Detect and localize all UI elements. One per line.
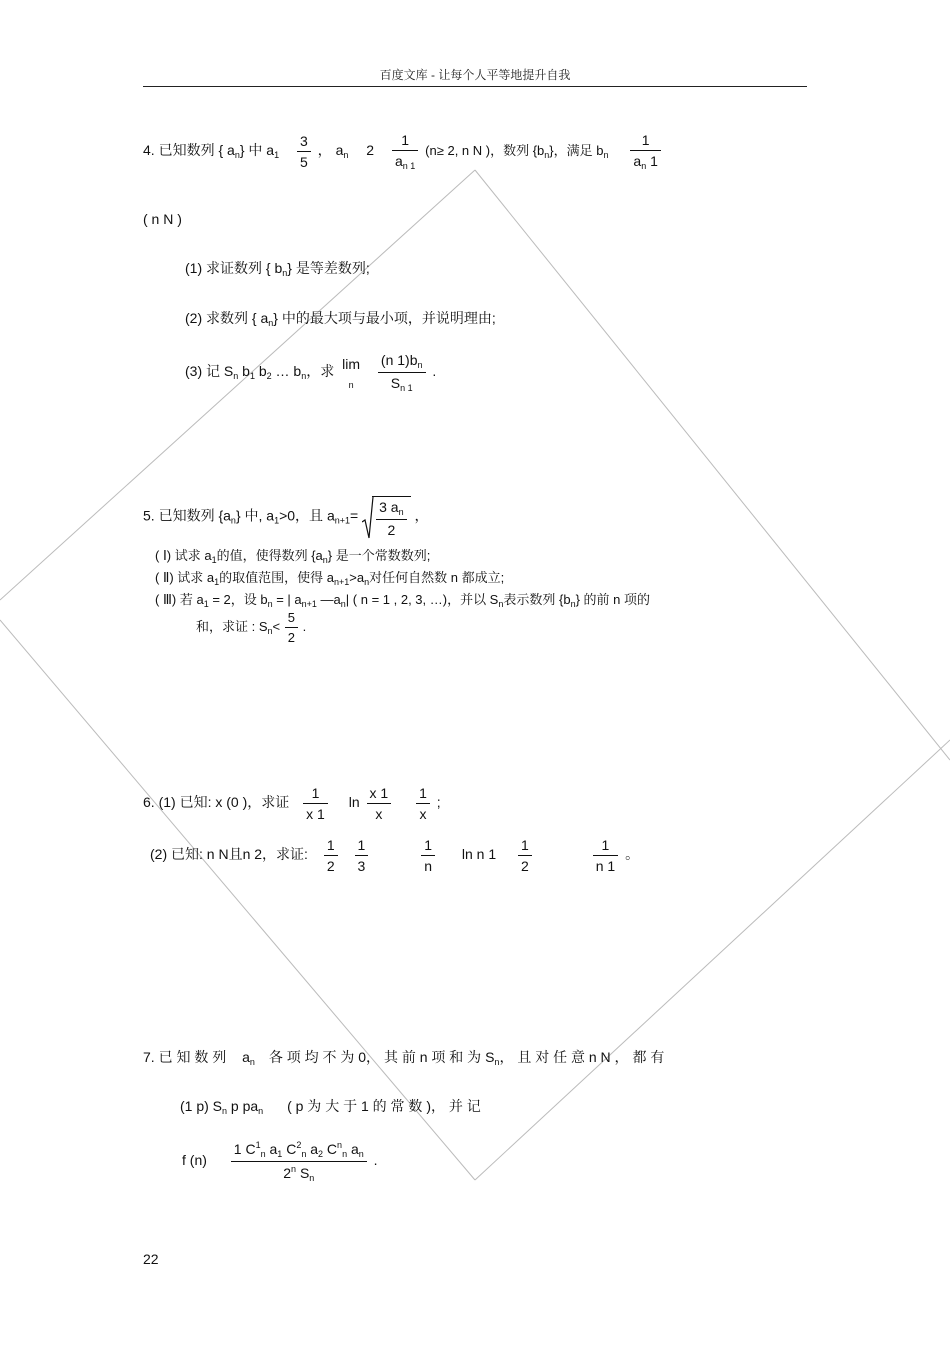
sub: n xyxy=(340,599,346,609)
text: . xyxy=(432,363,437,380)
sub: n xyxy=(398,507,404,517)
text: 对任何自然数 n 都成立; xyxy=(369,570,505,585)
sup: 2 xyxy=(296,1140,302,1150)
text: } 是一个常数数列; xyxy=(327,548,431,563)
fraction-limit xyxy=(378,352,426,393)
text: } 中, a xyxy=(235,507,275,524)
fraction-1-n1 xyxy=(593,837,618,874)
fraction-5-2 xyxy=(285,610,298,645)
num: 1 xyxy=(421,837,435,856)
text: 各 项 均 不 为 0， 其 前 n 项 和 为 S xyxy=(268,1049,495,1065)
text: 7. 已 知 数 列 xyxy=(143,1049,227,1065)
problem-4-q3: (3) 记 $S_n$ $b_1$ $b_2$ … $b_n$，求 lim $_n$ $\frac{(n 1)b_n}{S_{n 1}}$ . xyxy=(185,352,437,393)
text: 4. 已知数列 { a xyxy=(143,142,235,159)
num: a xyxy=(347,1141,359,1157)
sub: 1 xyxy=(249,371,255,382)
text: | ( n = 1 , 2, 3, …)，并以 S xyxy=(345,592,499,607)
sub: n xyxy=(301,371,307,382)
problem-7-line-2 xyxy=(180,1096,481,1116)
text: 5. 已知数列 {a xyxy=(143,507,231,524)
text: 和，求证 : S xyxy=(196,618,268,634)
sub: n 1 xyxy=(402,161,416,171)
text: }，满足 b xyxy=(549,143,604,159)
sub: n xyxy=(258,1106,264,1116)
text: < xyxy=(272,618,281,634)
text: = 2，设 b xyxy=(208,592,268,607)
sub: n xyxy=(309,1173,315,1183)
fraction-1-an-1 xyxy=(392,132,418,171)
sup: 1 xyxy=(255,1140,261,1150)
sub: 1 xyxy=(274,515,280,526)
text: ln xyxy=(348,794,360,811)
text: } 中 a xyxy=(239,142,275,159)
fraction-1-2 xyxy=(324,837,338,874)
page-header: 百度文库 - 让每个人平等地提升自我 xyxy=(379,68,571,82)
sub: 1 xyxy=(277,1149,283,1159)
text: (n≥ 2, n N )，数列 {b xyxy=(425,143,545,159)
fraction-x1-x xyxy=(367,785,392,822)
sub: n xyxy=(641,161,647,171)
sub: n xyxy=(364,577,370,587)
sub: n xyxy=(234,150,240,161)
problem-6-line-1 xyxy=(143,785,441,822)
sub: n xyxy=(498,599,504,609)
text: (1 p) S xyxy=(180,1098,223,1114)
text: 6. (1) 已知: x (0 )，求证 xyxy=(143,794,290,811)
text: 的值，使得数列 {a xyxy=(216,548,323,563)
text: b xyxy=(254,363,267,380)
den: 5 xyxy=(299,154,308,170)
text: a xyxy=(242,1049,250,1065)
sup: n xyxy=(291,1164,297,1174)
den: 2 xyxy=(521,858,529,874)
text: ， 且 对 任 意 n N ， 都 有 xyxy=(499,1049,665,1065)
sub: 1 xyxy=(211,555,217,565)
sub: n+1 xyxy=(301,599,317,609)
num: 3 a xyxy=(379,499,399,515)
den: 2 xyxy=(283,1165,292,1181)
text: … b xyxy=(271,363,302,380)
problem-4-q1 xyxy=(185,258,370,278)
fraction-1-n xyxy=(421,837,435,874)
sub: n xyxy=(222,1106,228,1116)
fraction-bn xyxy=(630,132,661,171)
text: 表示数列 {b xyxy=(503,592,571,607)
sub: n xyxy=(342,1149,348,1159)
text: } 的前 n 项的 xyxy=(575,592,650,607)
sub: n xyxy=(343,150,349,161)
sub: n xyxy=(603,150,609,161)
den: x 1 xyxy=(306,806,325,822)
sub: 1 xyxy=(274,150,280,161)
text: f (n) xyxy=(182,1152,207,1169)
sub: n xyxy=(233,371,239,382)
text: = | a xyxy=(272,592,302,607)
num: 1 xyxy=(416,785,430,804)
text: } 中的最大项与最小项，并说明理由; xyxy=(273,310,496,326)
sub: n xyxy=(417,360,423,370)
fraction-fn: $\frac{1 C^1_n a_1 C^2_n a_2 C^n_n a_n}{2^n S_n}$ xyxy=(231,1140,367,1183)
problem-4-q2 xyxy=(185,308,496,328)
text: = xyxy=(350,507,359,524)
problem-4-line-1 xyxy=(143,132,664,171)
num: 1 xyxy=(392,132,418,151)
text: . xyxy=(302,618,307,634)
problem-4-line-2: ( n N ) xyxy=(143,211,182,227)
sup: n xyxy=(337,1140,343,1150)
problem-5-ii xyxy=(155,567,504,587)
num: 1 xyxy=(324,837,338,856)
den: x xyxy=(419,806,427,822)
num: 1 xyxy=(518,837,532,856)
text: 的取值范围，使得 a xyxy=(219,570,334,585)
text: ( p 为 大 于 1 的 常 数 )， 并 记 xyxy=(287,1098,481,1114)
problem-7-line-3 xyxy=(182,1140,378,1183)
fraction-1-x xyxy=(416,785,430,822)
num: 1 xyxy=(630,132,661,151)
fraction-1-2b xyxy=(518,837,532,874)
den: n xyxy=(424,858,432,874)
text: lim xyxy=(342,355,361,372)
num: x 1 xyxy=(367,785,392,804)
num: 1 xyxy=(303,785,328,804)
text: . xyxy=(373,1152,378,1169)
fraction-3-5 xyxy=(297,133,311,170)
den: 3 xyxy=(357,858,366,874)
text: ， xyxy=(414,507,429,524)
sub: n xyxy=(267,625,273,636)
text: p pa xyxy=(227,1098,259,1114)
num: C xyxy=(323,1141,338,1157)
text: (3) 记 S xyxy=(185,363,234,380)
page-number: 22 xyxy=(143,1251,159,1267)
fraction-1-3 xyxy=(355,837,369,874)
problem-5-line-1 xyxy=(143,496,428,538)
den: S xyxy=(390,375,401,391)
fraction-1-x1 xyxy=(303,785,328,822)
radical-sign-icon xyxy=(362,496,374,540)
sub: n+1 xyxy=(333,577,350,587)
sub: n+1 xyxy=(334,515,351,526)
text: ， xyxy=(317,142,332,159)
sub: n xyxy=(301,1149,307,1159)
text: (1) 求证数列 { b xyxy=(185,260,283,276)
num: C xyxy=(282,1141,297,1157)
square-root xyxy=(362,496,410,538)
den: x xyxy=(375,806,383,822)
text: —a xyxy=(316,592,341,607)
num: 5 xyxy=(285,610,298,628)
problem-7-line-1 xyxy=(143,1047,664,1067)
text: ; xyxy=(436,794,441,811)
text: (2) 求数列 { a xyxy=(185,310,269,326)
sub: n xyxy=(544,150,550,161)
sub: n xyxy=(267,599,273,609)
sub: n 1 xyxy=(400,383,413,393)
sub: n xyxy=(570,599,576,609)
sub: n xyxy=(494,1057,500,1067)
problem-6-line-2 xyxy=(150,837,639,874)
num: 1 xyxy=(593,837,618,856)
num: a xyxy=(306,1141,319,1157)
num: (n 1)b xyxy=(380,352,418,368)
sub: n xyxy=(358,1149,364,1159)
num: 3 xyxy=(297,133,311,152)
text: } 是等差数列; xyxy=(287,260,370,276)
header-rule xyxy=(143,86,807,87)
sub: 1 xyxy=(203,599,209,609)
num: a xyxy=(265,1141,278,1157)
den: 2 xyxy=(387,522,396,538)
problem-5-iii xyxy=(155,589,650,609)
limit xyxy=(342,356,360,390)
text: ln n 1 xyxy=(461,846,497,863)
sub: n xyxy=(260,1149,266,1159)
sub: n xyxy=(322,555,328,565)
num: 1 xyxy=(355,837,369,856)
text: >0，且 a xyxy=(279,507,335,524)
den: a xyxy=(394,153,403,169)
den: a xyxy=(633,153,642,169)
den: n 1 xyxy=(595,858,616,874)
den: 2 xyxy=(326,858,335,874)
sub: n xyxy=(230,515,236,526)
text: ( Ⅰ) 试求 a xyxy=(155,548,212,563)
text: ( Ⅱ) 试求 a xyxy=(155,570,215,585)
text: ，求 xyxy=(306,363,335,380)
problem-5-i xyxy=(155,545,430,565)
problem-5-iii-2 xyxy=(196,610,306,645)
sub: n xyxy=(249,1057,255,1067)
sub: n xyxy=(282,268,288,278)
text: b xyxy=(238,363,250,380)
den: 2 xyxy=(287,630,295,645)
text: ( Ⅲ) 若 a xyxy=(155,592,204,607)
num: 1 C xyxy=(233,1141,256,1157)
text: >a xyxy=(349,570,365,585)
den: 1 xyxy=(646,153,658,169)
text: 。 xyxy=(625,846,640,863)
sub: n xyxy=(348,379,354,390)
text: (2) 已知: n N且n 2，求证: xyxy=(150,846,308,863)
text: a xyxy=(335,142,344,159)
sub: 1 xyxy=(214,577,220,587)
text: 2 xyxy=(366,142,375,159)
sub: n xyxy=(268,318,274,328)
den: S xyxy=(296,1165,310,1181)
